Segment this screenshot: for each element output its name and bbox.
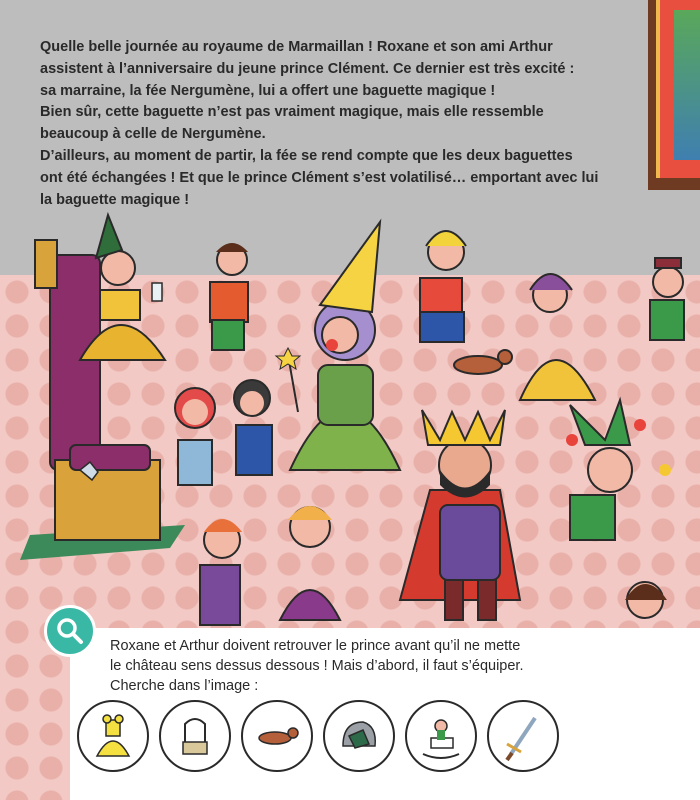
jester: [566, 400, 671, 540]
magnifier-badge: [44, 605, 96, 657]
dog-icon: [247, 706, 307, 766]
find-item-helmet[interactable]: [323, 700, 395, 772]
arthur: [234, 380, 272, 475]
story-line: la baguette magique !: [40, 191, 190, 208]
sword-icon: [493, 706, 553, 766]
story-line: Bien sûr, cette baguette n’est pas vraiment magique, mais elle ressemble: [40, 104, 544, 121]
instruction-line: Cherche dans l’image :: [110, 678, 259, 694]
story-line: assistent à l’anniversaire du jeune prince Clément. Ce dernier est très excité :: [40, 60, 575, 77]
purple-haired-lady: [520, 274, 595, 400]
find-item-yellow-dress[interactable]: [77, 700, 149, 772]
yellow-dress-icon: [83, 706, 143, 766]
man-in-green: [650, 258, 684, 340]
magnifier-icon: [55, 616, 85, 646]
story-line: D’ailleurs, au moment de partir, la fée se rend compte que les deux baguettes: [40, 147, 573, 164]
king: [400, 410, 520, 620]
rocking-horse-rider-icon: [411, 706, 471, 766]
find-item-sword[interactable]: [487, 700, 559, 772]
fairy-nergumene: [276, 222, 400, 470]
running-dog: [454, 350, 512, 374]
drinking-man: [210, 243, 248, 350]
throne: [35, 240, 160, 540]
story-line: Quelle belle journée au royaume de Marmaillan ! Roxane et son ami Arthur: [40, 39, 553, 55]
dancing-boy: [420, 231, 466, 342]
crown-chair-icon: [165, 706, 225, 766]
story-line: beaucoup à celle de Nergumène.: [40, 126, 266, 143]
story-line: ont été échangées ! Et que le prince Clément s’est volatilisé… emportant avec lui: [40, 169, 599, 186]
roxane: [175, 388, 215, 485]
couple-toasting: [200, 506, 340, 625]
instruction-line: le château sens dessus dessous ! Mais d’abord, il faut s’équiper.: [110, 658, 524, 674]
find-item-rocking-horse[interactable]: [405, 700, 477, 772]
search-instructions: [110, 636, 670, 696]
instruction-line: Roxane et Arthur doivent retrouver le prince avant qu’il ne mette: [110, 638, 521, 654]
find-item-chair[interactable]: [159, 700, 231, 772]
story-line: sa marraine, la fée Nergumène, lui a offert une baguette magique !: [40, 82, 496, 99]
armor-helmet-icon: [329, 706, 389, 766]
find-item-dog[interactable]: [241, 700, 313, 772]
